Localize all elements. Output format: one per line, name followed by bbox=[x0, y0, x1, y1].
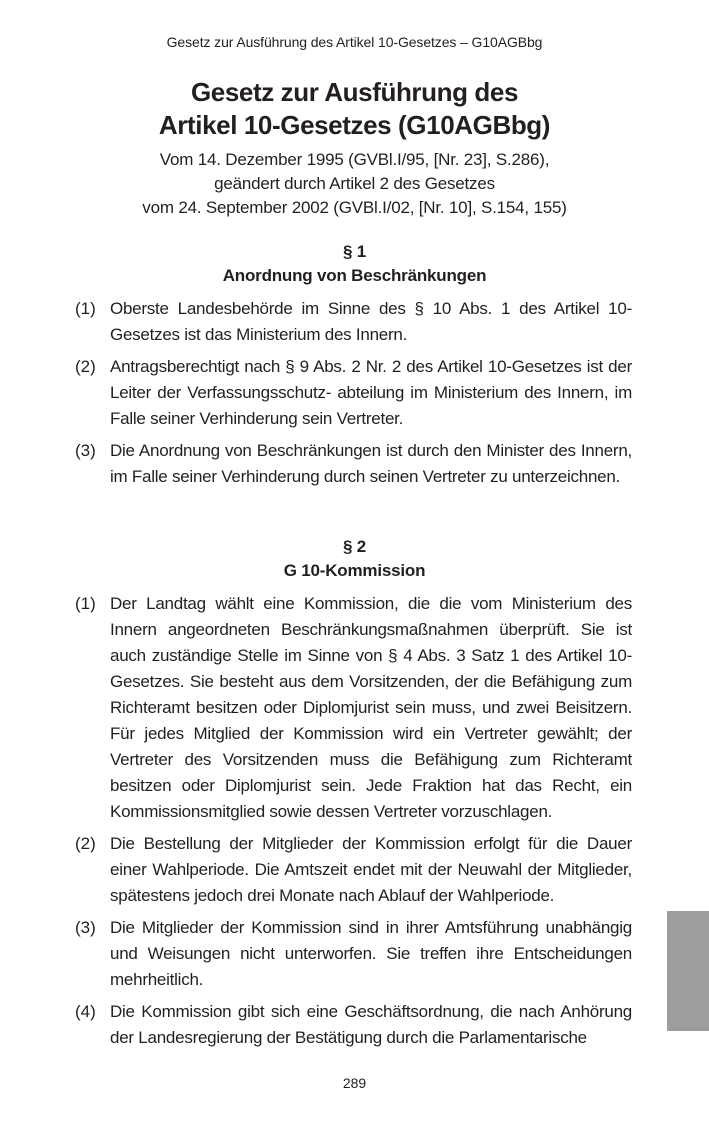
clause-text: Die Kommission gibt sich eine Geschäftsordnung, die nach Anhörung der Landesregierung der Bestätigung durch die Parlamentarische bbox=[110, 1002, 632, 1047]
section-2 bbox=[0, 535, 709, 1057]
section-number: § 1 bbox=[342, 242, 367, 261]
clause-text: Die Anordnung von Beschränkungen ist durch den Minister des Innern, im Falle seiner Verhinderung durch seinen Vertreter zu unterzeichnen. bbox=[110, 441, 632, 486]
subtitle-line-1: Vom 14. Dezember 1995 (GVBl.I/95, [Nr. 23], S.286), bbox=[159, 150, 550, 169]
clause bbox=[0, 591, 709, 825]
clause bbox=[0, 831, 709, 909]
clause-list bbox=[0, 296, 709, 490]
section-heading: G 10-Kommission bbox=[283, 561, 426, 580]
subtitle-line-3: vom 24. September 2002 (GVBl.I/02, [Nr. 10], S.154, 155) bbox=[142, 198, 567, 217]
clause-number: (4) bbox=[75, 1002, 96, 1021]
clause-text: Die Bestellung der Mitglieder der Kommission erfolgt für die Dauer einer Wahlperiode. Die Amtszeit endet mit der Neuwahl der Mitglieder, spätestens jedoch drei Monate nach Ablauf der Wahlperiode. bbox=[110, 834, 632, 905]
section-1 bbox=[0, 240, 709, 496]
clause-number: (3) bbox=[75, 441, 96, 460]
clause-list bbox=[0, 591, 709, 1051]
clause bbox=[0, 296, 709, 348]
clause bbox=[0, 915, 709, 993]
document-title-line-1: Gesetz zur Ausführung des bbox=[190, 77, 519, 107]
section-heading: Anordnung von Beschränkungen bbox=[222, 266, 487, 285]
clause bbox=[0, 354, 709, 432]
clause-number: (3) bbox=[75, 918, 96, 937]
clause bbox=[0, 438, 709, 490]
clause-number: (2) bbox=[75, 357, 96, 376]
clause bbox=[0, 999, 709, 1051]
subtitle-line-2: geändert durch Artikel 2 des Gesetzes bbox=[214, 174, 495, 193]
running-header: Gesetz zur Ausführung des Artikel 10-Gesetzes – G10AGBbg bbox=[166, 34, 543, 50]
clause-number: (1) bbox=[75, 594, 96, 613]
clause-text: Der Landtag wählt eine Kommission, die die vom Ministerium des Innern angeordneten Beschränkungsmaßnahmen überprüft. Sie ist auch zuständige Stelle im Sinne von § 4 Abs. 3 Satz 1 des Artikel 10-Gesetzes. Sie besteht aus dem Vorsitzenden, der die Befähigung zum Richteramt besitzen oder Diplomjurist sein muss, und zwei Beisitzern. Für jedes Mitglied der Kommission wird ein Vertreter gewählt; der Vertreter des Vorsitzenden muss die Befähigung zum Richteramt besitzen oder Diplomjurist sein. Jede Fraktion hat das Recht, ein Kommissionsmitglied sowie dessen Vertreter vorzuschlagen. bbox=[110, 594, 632, 821]
clause-number: (2) bbox=[75, 834, 96, 853]
document-title-line-2: Artikel 10-Gesetzes (G10AGBbg) bbox=[158, 110, 551, 140]
clause-text: Antragsberechtigt nach § 9 Abs. 2 Nr. 2 des Artikel 10-Gesetzes ist der Leiter der Verfassungsschutz- abteilung im Ministerium des Innern, im Falle seiner Verhinderung sein Vertreter. bbox=[110, 357, 632, 428]
clause-number: (1) bbox=[75, 299, 96, 318]
page-number: 289 bbox=[342, 1075, 367, 1091]
clause-text: Oberste Landesbehörde im Sinne des § 10 Abs. 1 des Artikel 10-Gesetzes ist das Ministerium des Innern. bbox=[110, 299, 632, 344]
document-title-block bbox=[0, 76, 709, 220]
chapter-thumb-tab bbox=[667, 911, 709, 1031]
document-subtitle bbox=[0, 148, 709, 220]
clause-text: Die Mitglieder der Kommission sind in ihrer Amtsführung unabhängig und Weisungen nicht unterworfen. Sie treffen ihre Entscheidungen mehrheitlich. bbox=[110, 918, 632, 989]
section-number: § 2 bbox=[342, 537, 367, 556]
